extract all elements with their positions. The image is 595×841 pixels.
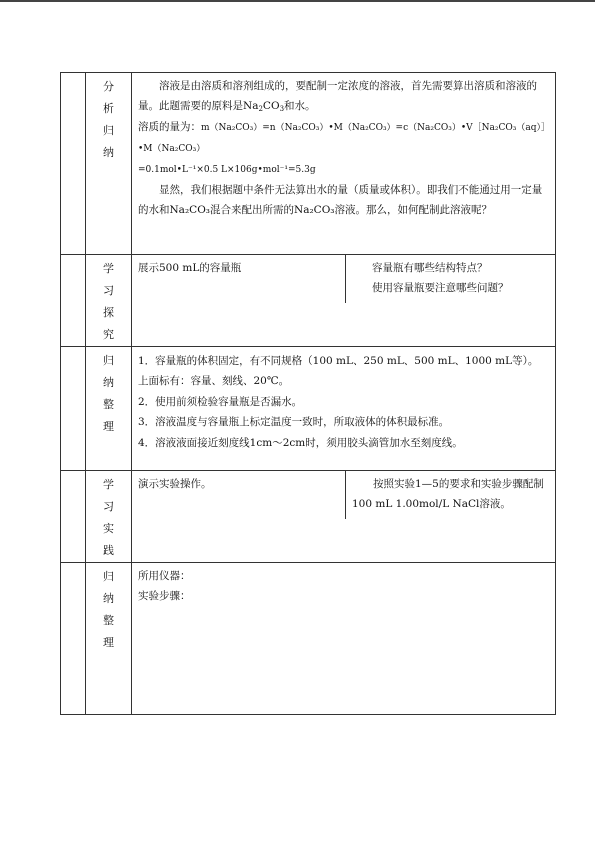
row-label: 学 习 实 践 xyxy=(86,471,132,563)
page-top-rule xyxy=(0,0,595,2)
table-row xyxy=(61,471,556,563)
question-2: 使用容量瓶要注意哪些问题？ xyxy=(372,282,509,295)
table-row xyxy=(61,563,556,715)
table-row xyxy=(61,255,556,347)
demo-text: 展示500 mL的容量瓶 xyxy=(138,262,242,274)
summary-item: 2．使用前须检验容量瓶是否漏水。 xyxy=(138,395,303,408)
notes-cell xyxy=(132,563,556,715)
analysis-cell xyxy=(132,73,556,255)
summary-item: 3．溶液温度与容量瓶上标定温度一致时，所取液体的体积最标准。 xyxy=(138,416,450,429)
formula-line-2: =0.1mol•L⁻¹×0.5 L×106g•mol⁻¹=5.3g xyxy=(138,164,316,175)
steps-label: 实验步骤： xyxy=(138,590,191,603)
lesson-table xyxy=(60,72,556,715)
row-label: 归 纳 整 理 xyxy=(86,563,132,715)
summary-item: 1．容量瓶的体积固定，有不同规格（100 mL、250 mL、500 mL、1000 mL等）。上面标有：容量、刻线、20℃。 xyxy=(138,355,539,388)
summary-item: 4．溶液液面接近刻度线1cm～2cm时，须用胶头滴管加水至刻度线。 xyxy=(138,436,463,449)
question-1: 容量瓶有哪些结构特点？ xyxy=(372,262,488,274)
analysis-paragraph: 溶液是由溶质和溶剂组成的，要配制一定浓度的溶液，首先需要算出溶质和溶液的量。此题需要的原料是$Na_2CO_3$和水。 xyxy=(138,80,537,114)
experiment-instruction: 按照实验1—5的要求和实验步骤配制100 mL 1.00mol/L NaCl溶液。 xyxy=(352,478,544,511)
row-label: 分 析 归 纳 xyxy=(86,73,132,255)
demo-operation-text: 演示实验操作。 xyxy=(138,478,212,490)
table-row xyxy=(61,73,556,255)
instruments-label: 所用仪器： xyxy=(138,570,191,582)
summary-cell xyxy=(132,347,556,471)
conclusion-paragraph: 显然，我们根据题中条件无法算出水的量（质量或体积）。即我们不能通过用一定量的水和Na₂CO₃混合来配出所需的Na₂CO₃溶液。那么，如何配制此溶液呢？ xyxy=(138,184,543,217)
formula-line-1: 溶质的量为：m（Na₂CO₃）=n（Na₂CO₃）•M（Na₂CO₃）=c（Na₂CO₃）•V［Na₂CO₃（aq）］•M（Na₂CO₃） xyxy=(138,120,546,155)
row-label: 归 纳 整 理 xyxy=(86,347,132,471)
table-row xyxy=(61,347,556,471)
row-label: 学 习 探 究 xyxy=(86,255,132,347)
